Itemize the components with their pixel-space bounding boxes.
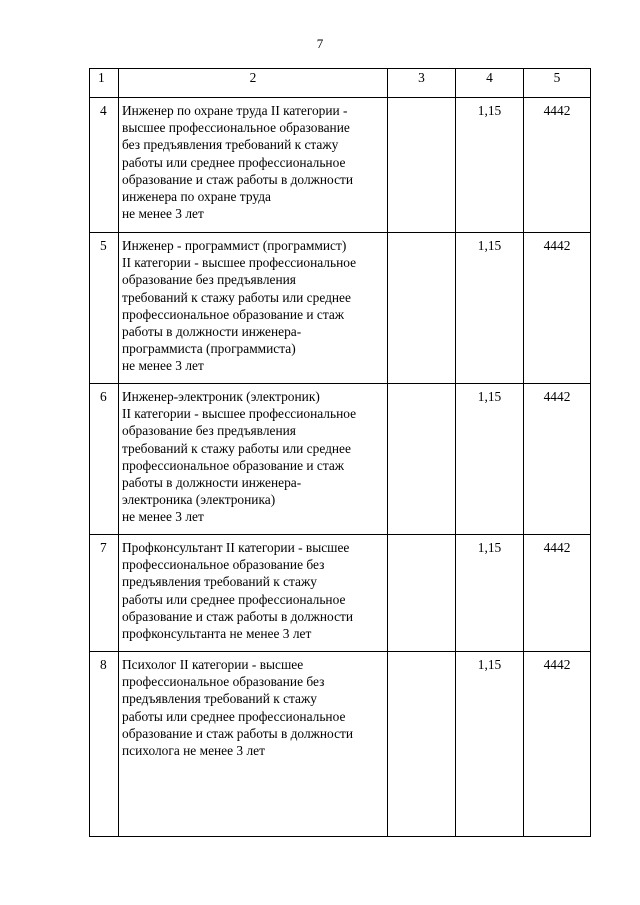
description-line: Инженер - программист (программист) [122, 238, 347, 253]
description-line: требований к стажу работы или среднее [122, 289, 351, 305]
description-line: Инженер-электроник (электроник) [122, 389, 320, 404]
description-line: Инженер по охране труда II категории - [122, 103, 348, 118]
description-line: образование и стаж работы в должности [122, 608, 354, 624]
col3-cell [388, 384, 456, 535]
description-line: работы или среднее профессиональное [122, 708, 346, 724]
coefficient-cell: 1,15 [456, 98, 524, 233]
col3-cell [388, 535, 456, 652]
row-number: 5 [90, 233, 119, 384]
table-row [90, 535, 591, 652]
description-line: II категории - высшее профессиональное [122, 406, 357, 422]
coefficient-cell: 1,15 [456, 384, 524, 535]
description-line: предъявления требований к стажу [122, 691, 317, 707]
amount-cell: 4442 [524, 233, 591, 384]
row-number: 4 [90, 98, 119, 233]
header-cell-3: 3 [388, 69, 456, 98]
coefficient-cell: 1,15 [456, 535, 524, 652]
col3-cell [388, 233, 456, 384]
position-description [119, 233, 388, 384]
page-number: 7 [316, 36, 324, 51]
table-row [90, 384, 591, 535]
description-line: образование и стаж работы в должности [122, 171, 354, 187]
table-row [90, 233, 591, 384]
coefficient-cell: 1,15 [456, 652, 524, 837]
header-cell-4: 4 [456, 69, 524, 98]
description-line: не менее 3 лет [122, 206, 204, 222]
description-line: высшее профессиональное образование [122, 120, 350, 136]
description-line: программиста (программиста) [122, 341, 296, 357]
description-line: электроника (электроника) [122, 492, 276, 508]
description-line: работы в должности инженера- [122, 475, 302, 491]
table-header-row [90, 69, 591, 98]
description-line: Психолог II категории - высшее [122, 657, 304, 672]
description-line: профконсультанта не менее 3 лет [122, 626, 312, 642]
table-row [90, 98, 591, 233]
description-line: работы в должности инженера- [122, 324, 302, 340]
description-line: не менее 3 лет [122, 509, 204, 525]
position-description [119, 535, 388, 652]
amount-cell: 4442 [524, 652, 591, 837]
table-row [90, 652, 591, 837]
position-description [119, 652, 388, 837]
description-line: образование без предъявления [122, 423, 296, 439]
description-line: предъявления требований к стажу [122, 574, 317, 590]
amount-cell: 4442 [524, 384, 591, 535]
header-cell-5: 5 [524, 69, 591, 98]
row-number: 7 [90, 535, 119, 652]
description-line: без предъявления требований к стажу [122, 137, 339, 153]
description-line: профессиональное образование без [122, 674, 325, 690]
row-number: 8 [90, 652, 119, 837]
header-cell-2: 2 [119, 69, 388, 98]
description-line: психолога не менее 3 лет [122, 743, 265, 759]
description-line: образование без предъявления [122, 272, 296, 288]
description-line: II категории - высшее профессиональное [122, 255, 357, 271]
description-line: профессиональное образование без [122, 557, 325, 573]
description-line: образование и стаж работы в должности [122, 725, 354, 741]
description-line: Профконсультант II категории - высшее [122, 540, 350, 555]
col3-cell [388, 652, 456, 837]
description-line: профессиональное образование и стаж [122, 306, 345, 322]
amount-cell: 4442 [524, 98, 591, 233]
row-number: 6 [90, 384, 119, 535]
header-cell-1: 1 [90, 69, 119, 98]
salary-table [89, 68, 591, 837]
position-description [119, 98, 388, 233]
amount-cell: 4442 [524, 535, 591, 652]
coefficient-cell: 1,15 [456, 233, 524, 384]
description-line: требований к стажу работы или среднее [122, 440, 351, 456]
description-line: работы или среднее профессиональное [122, 591, 346, 607]
description-line: работы или среднее профессиональное [122, 154, 346, 170]
description-line: не менее 3 лет [122, 358, 204, 374]
description-line: профессиональное образование и стаж [122, 457, 345, 473]
col3-cell [388, 98, 456, 233]
position-description [119, 384, 388, 535]
description-line: инженера по охране труда [122, 189, 271, 205]
